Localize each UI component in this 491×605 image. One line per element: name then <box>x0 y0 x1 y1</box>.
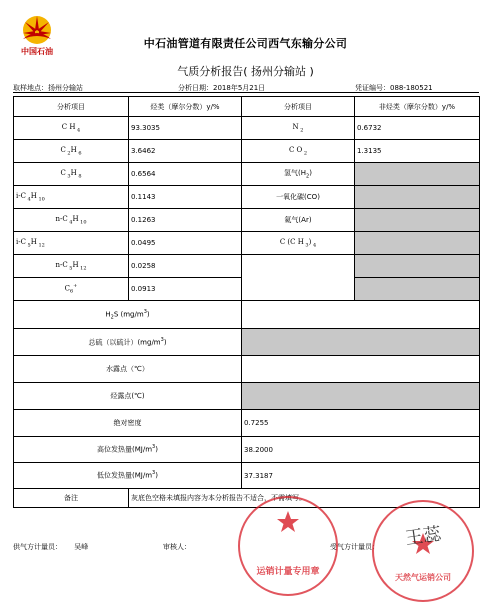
empty-cell <box>242 255 355 278</box>
property-label-h2s: $H_2S$ $(mg/m^3)$ <box>14 301 242 329</box>
left-official-seal <box>238 496 338 596</box>
header-row <box>14 97 480 117</box>
property-label-hc-dew: 烃露点(℃) <box>14 383 242 410</box>
property-row-water-dew <box>14 356 480 383</box>
table-row <box>14 255 480 278</box>
analysis-table <box>13 96 480 508</box>
property-row-lhv <box>14 463 480 489</box>
component-i-c4h10: i-C $_4$H $_{10}$ <box>14 186 129 209</box>
value-n-c4h10: 0.1263 <box>129 209 242 232</box>
property-label-density: 绝对密度 <box>14 410 242 437</box>
value-c6-plus: 0.0913 <box>129 278 242 301</box>
property-row-h2s <box>14 301 480 329</box>
table-row <box>14 278 480 301</box>
property-value-lhv: 37.3187 <box>242 463 480 489</box>
component-n-c4h10: n-C $_4$H $_{10}$ <box>14 209 129 232</box>
col-header-non-hydrocarbon: 非烃类（摩尔分数）y/% <box>355 97 480 117</box>
handwritten-signature: 王蕊 <box>403 523 443 550</box>
certificate-number-label: 凭证编号： <box>355 84 390 92</box>
component-h2: 氢气$(H_2)$ <box>242 163 355 186</box>
component-c3h8: C $_3$H $_8$ <box>14 163 129 186</box>
value-i-c4h10: 0.1143 <box>129 186 242 209</box>
right-seal-text: 天然气运销公司 <box>395 573 451 582</box>
value-n2: 0.6732 <box>355 117 480 140</box>
value-co2: 1.3135 <box>355 140 480 163</box>
certificate-number-value: 088-180521 <box>390 84 433 92</box>
info-divider <box>13 92 479 93</box>
component-n-c5h12: n-C $_5$H $_{12}$ <box>14 255 129 278</box>
property-row-hc-dew <box>14 383 480 410</box>
value-c2h6: 3.6462 <box>129 140 242 163</box>
left-seal-text: 运销计量专用章 <box>256 567 320 577</box>
empty-gray-cell <box>355 278 480 301</box>
supplier-metering-name: 吴峰 <box>74 543 89 551</box>
component-c6-plus: $C_6^+$ <box>14 278 129 301</box>
empty-cell <box>242 278 355 301</box>
reviewer <box>163 542 191 552</box>
component-neopentane: C (C H $_3$) $_4$ <box>242 232 355 255</box>
property-label-lhv: 低位发热量$(MJ/m^3)$ <box>14 463 242 489</box>
reviewer-label: 审核人： <box>163 543 191 551</box>
receiver-metering-label: 受气方计量员： <box>330 543 379 551</box>
value-c3h8: 0.6564 <box>129 163 242 186</box>
property-value-hhv: 38.2000 <box>242 437 480 463</box>
property-label-total-sulfur: 总硫（以硫计）$(mg/m^3)$ <box>14 329 242 356</box>
table-row <box>14 163 480 186</box>
property-row-hhv <box>14 437 480 463</box>
property-row-total-sulfur <box>14 329 480 356</box>
component-co2: C O $_2$ <box>242 140 355 163</box>
component-co: 一氧化碳(CO) <box>242 186 355 209</box>
value-i-c5h12: 0.0495 <box>129 232 242 255</box>
property-label-water-dew: 水露点（℃） <box>14 356 242 383</box>
remark-label: 备注 <box>14 489 129 508</box>
value-co <box>355 186 480 209</box>
table-row <box>14 232 480 255</box>
component-i-c5h12: i-C $_5$H $_{12}$ <box>14 232 129 255</box>
component-ar: 氦气(Ar) <box>242 209 355 232</box>
value-n-c5h12: 0.0258 <box>129 255 242 278</box>
col-header-item: 分析项目 <box>14 97 129 117</box>
supplier-metering-label: 供气方计量员： <box>13 543 62 551</box>
analysis-date-value: 2018年5月21日 <box>213 84 266 92</box>
value-neopentane <box>355 232 480 255</box>
table-row <box>14 140 480 163</box>
logo-text: 中国石油 <box>21 47 53 56</box>
analysis-date-label: 分析日期： <box>178 84 213 92</box>
component-n2: N $_2$ <box>242 117 355 140</box>
value-ar <box>355 209 480 232</box>
remark-text: 灰底色空格未填报内容为本分析报告不适合，不需填写。 <box>129 489 480 508</box>
property-row-density <box>14 410 480 437</box>
supplier-metering-officer <box>13 542 88 552</box>
report-title: 气质分析报告( 扬州分输站 ) <box>177 65 314 78</box>
property-value-h2s <box>242 301 480 329</box>
sampling-site-value: 扬州分输站 <box>48 84 83 92</box>
col-header-hydrocarbon: 烃类（摩尔分数）y/% <box>129 97 242 117</box>
table-row <box>14 186 480 209</box>
property-value-density: 0.7255 <box>242 410 480 437</box>
property-value-total-sulfur <box>242 329 480 356</box>
value-h2 <box>355 163 480 186</box>
company-name: 中石油管道有限责任公司西气东输分公司 <box>143 37 348 50</box>
col-header-item-2: 分析项目 <box>242 97 355 117</box>
value-ch4: 93.3035 <box>129 117 242 140</box>
property-value-water-dew <box>242 356 480 383</box>
right-official-seal <box>372 500 474 602</box>
table-row <box>14 117 480 140</box>
seal-star-icon <box>276 510 300 534</box>
empty-gray-cell <box>355 255 480 278</box>
property-value-hc-dew <box>242 383 480 410</box>
component-c2h6: C $_2$H $_6$ <box>14 140 129 163</box>
property-label-hhv: 高位发热量$(MJ/m^3)$ <box>14 437 242 463</box>
sampling-site-label: 取样地点： <box>13 84 48 92</box>
component-ch4: C H $_4$ <box>14 117 129 140</box>
table-row <box>14 209 480 232</box>
